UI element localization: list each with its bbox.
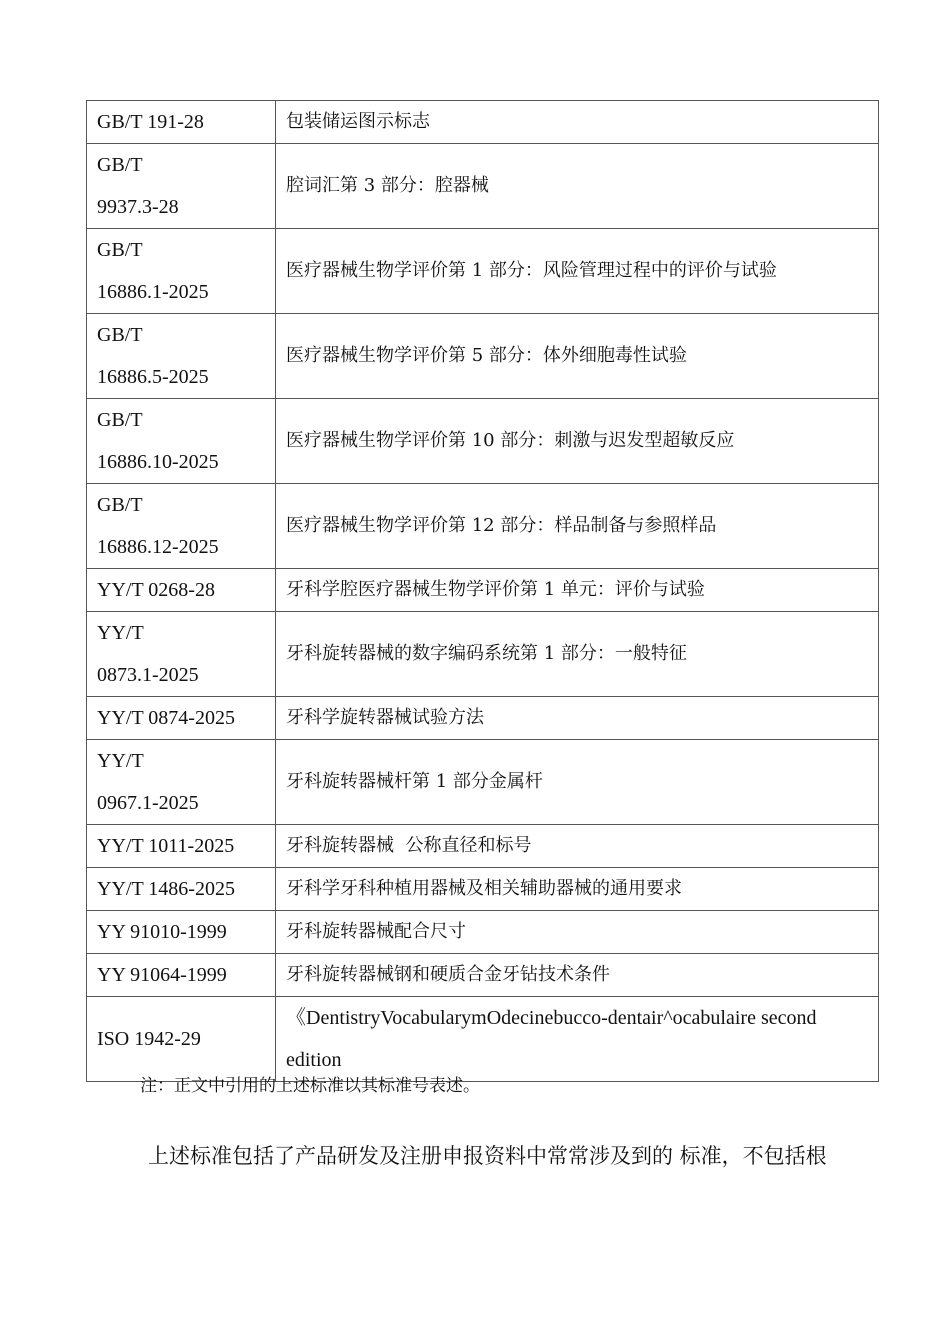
- standard-code: GB/T 9937.3-28: [87, 144, 276, 229]
- table-row: [87, 868, 879, 911]
- standard-code: YY/T 0967.1-2025: [87, 740, 276, 825]
- standard-title: 《DentistryVocabularymOdecinebucco-dentair^ocabulaire second edition: [276, 997, 879, 1082]
- standard-title: 牙科旋转器械 公称直径和标号: [276, 825, 879, 868]
- standard-title: 腔词汇第 3 部分：腔器械: [276, 144, 879, 229]
- standard-code: GB/T 16886.12-2025: [87, 484, 276, 569]
- standard-code: YY/T 0873.1-2025: [87, 612, 276, 697]
- standard-code: GB/T 16886.5-2025: [87, 314, 276, 399]
- standard-code: YY/T 1011-2025: [87, 825, 276, 868]
- table-row: [87, 144, 879, 229]
- table-row: [87, 740, 879, 825]
- table-row: [87, 825, 879, 868]
- standard-title: 牙科学旋转器械试验方法: [276, 697, 879, 740]
- table-row: [87, 484, 879, 569]
- standard-title: 牙科旋转器械钢和硬质合金牙钻技术条件: [276, 954, 879, 997]
- standard-code: YY/T 0268-28: [87, 569, 276, 612]
- table-row: [87, 997, 879, 1082]
- table-row: [87, 101, 879, 144]
- table-row: [87, 911, 879, 954]
- standard-title: 牙科学牙科种植用器械及相关辅助器械的通用要求: [276, 868, 879, 911]
- standards-table: [86, 100, 879, 1082]
- standard-title: 牙科旋转器械配合尺寸: [276, 911, 879, 954]
- standard-title: 包装储运图示标志: [276, 101, 879, 144]
- table-row: [87, 612, 879, 697]
- standard-title: 牙科旋转器械杆第 1 部分金属杆: [276, 740, 879, 825]
- standard-title: 牙科学腔医疗器械生物学评价第 1 单元：评价与试验: [276, 569, 879, 612]
- body-paragraph: 上述标准包括了产品研发及注册申报资料中常常涉及到的 标准，不包括根: [148, 1144, 827, 1168]
- table-row: [87, 697, 879, 740]
- standard-code: GB/T 16886.1-2025: [87, 229, 276, 314]
- standard-code: GB/T 16886.10-2025: [87, 399, 276, 484]
- table-note: 注：正文中引用的上述标准以其标准号表述。: [140, 1076, 480, 1096]
- standard-title: 医疗器械生物学评价第 5 部分：体外细胞毒性试验: [276, 314, 879, 399]
- table-row: [87, 954, 879, 997]
- standard-code: YY 91064-1999: [87, 954, 276, 997]
- table-row: [87, 314, 879, 399]
- standard-code: YY 91010-1999: [87, 911, 276, 954]
- standard-title: 牙科旋转器械的数字编码系统第 1 部分：一般特征: [276, 612, 879, 697]
- standard-code: YY/T 1486-2025: [87, 868, 276, 911]
- standard-code: YY/T 0874-2025: [87, 697, 276, 740]
- standard-title: 医疗器械生物学评价第 12 部分：样品制备与参照样品: [276, 484, 879, 569]
- table-row: [87, 229, 879, 314]
- standard-title: 医疗器械生物学评价第 10 部分：刺激与迟发型超敏反应: [276, 399, 879, 484]
- standard-code: GB/T 191-28: [87, 101, 276, 144]
- standard-code: ISO 1942-29: [87, 997, 276, 1082]
- standard-title: 医疗器械生物学评价第 1 部分：风险管理过程中的评价与试验: [276, 229, 879, 314]
- table-row: [87, 569, 879, 612]
- table-row: [87, 399, 879, 484]
